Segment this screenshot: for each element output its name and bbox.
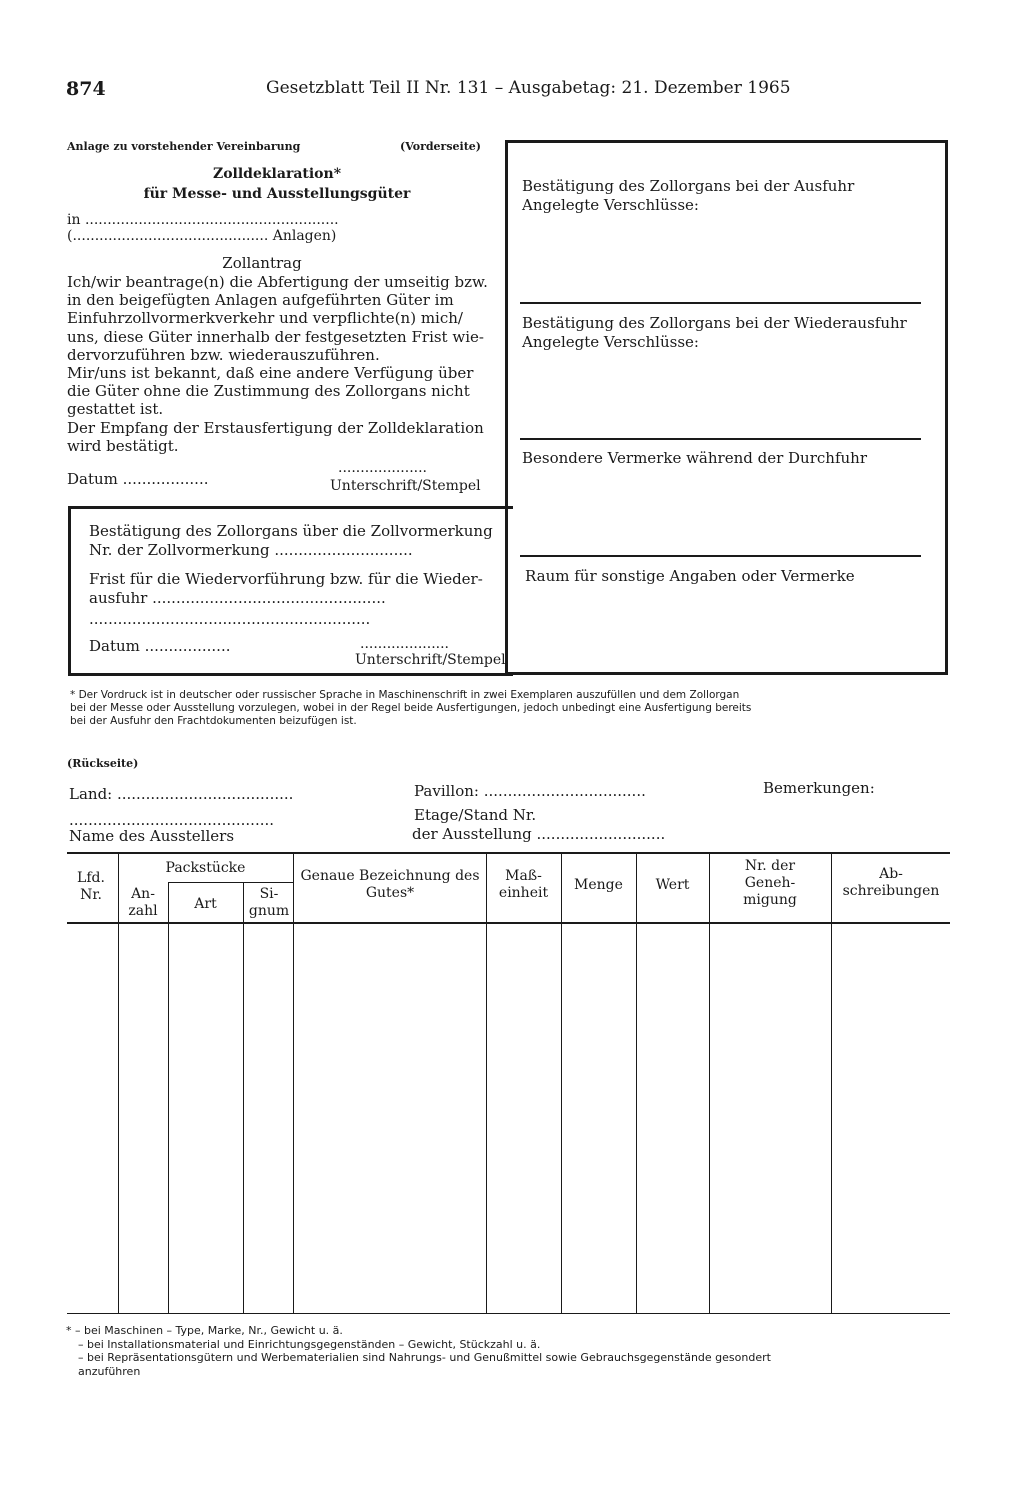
application-line: dervorzuführen bzw. wiederauszuführen.: [67, 345, 380, 364]
footnote-line: bei der Ausfuhr den Frachtdokumenten beizufügen ist.: [70, 715, 357, 727]
application-line: uns, diese Güter innerhalb der festgesetzten Frist wie-: [67, 327, 484, 346]
registration-confirm: Bestätigung des Zollorgans über die Zollvormerkung: [89, 522, 493, 540]
back-footnote: [66, 1324, 771, 1378]
column-divider: [293, 853, 294, 1313]
exhibitor-name-label: Name des Ausstellers: [69, 827, 235, 845]
footnote-line: anzuführen: [78, 1364, 141, 1378]
col-header-lfd: Lfd. Nr.: [77, 870, 105, 903]
deadline-line: Frist für die Wiedervorführung bzw. für die Wieder-: [89, 570, 483, 588]
signature-dots: ....................: [338, 460, 428, 476]
column-divider: [243, 882, 244, 1313]
table-top-rule: [67, 852, 950, 854]
date-field: Datum ..................: [89, 637, 231, 655]
remarks-label: Bemerkungen:: [763, 779, 875, 797]
column-divider: [636, 853, 637, 1313]
application-line: Ich/wir beantrage(n) die Abfertigung der umseitig bzw.: [67, 273, 488, 291]
other-notes-label: Raum für sonstige Angaben oder Vermerke: [525, 567, 855, 585]
signature-dots: ....................: [360, 636, 450, 652]
footnote-line: bei der Messe oder Ausstellung vorzulegen, wobei in der Regel beide Ausfertigungen, jedoch unbedingt eine Ausfertigung bereits: [70, 702, 752, 714]
column-divider: [561, 853, 562, 1313]
col-header-bezeichnung: Genaue Bezeichnung des Gutes*: [300, 868, 480, 901]
signature-label: Unterschrift/Stempel: [330, 478, 481, 494]
reexport-confirm-label: Bestätigung des Zollorgans bei der Wiederausfuhr: [522, 314, 907, 332]
col-header-signum: Si- gnum: [248, 886, 290, 919]
col-header-wert: Wert: [655, 877, 690, 893]
application-line: gestattet ist.: [67, 400, 164, 419]
back-side-label: (Rückseite): [67, 757, 139, 770]
col-header-anzahl: An- zahl: [128, 886, 158, 919]
exhibition-line: der Ausstellung ...........................: [412, 825, 666, 843]
application-line: Einfuhrzollvormerkverkehr und verpflichte(n) mich/: [67, 309, 463, 328]
col-header-abschreibungen: Ab- schreibungen: [842, 866, 940, 899]
in-line: in .........................................................: [67, 212, 339, 228]
divider: [520, 438, 921, 440]
table-header-rule: [67, 922, 950, 924]
form-title: Zolldeklaration*: [212, 166, 342, 182]
column-divider: [831, 853, 832, 1313]
gazette-header: Gesetzblatt Teil II Nr. 131 – Ausgabetag: 21. Dezember 1965: [266, 78, 791, 98]
column-divider: [168, 882, 169, 1313]
signature-label: Unterschrift/Stempel: [355, 652, 506, 668]
column-divider: [486, 853, 487, 1313]
land-field: Land: .....................................: [69, 785, 294, 803]
exhibitor-dots: ...........................................: [69, 811, 275, 829]
front-footnote: [70, 689, 751, 728]
dotted-line: ...........................................................: [89, 610, 371, 628]
export-seals-label: Angelegte Verschlüsse:: [522, 196, 699, 214]
registration-number: Nr. der Zollvormerkung .............................: [89, 541, 413, 559]
packstuecke-rule: [168, 882, 293, 883]
footnote-line: * Der Vordruck ist in deutscher oder russischer Sprache in Maschinenschrift in zwei Exemplaren auszufüllen und dem Zollorgan: [70, 689, 740, 701]
col-header-art: Art: [194, 896, 217, 912]
pavillon-field: Pavillon: ..................................: [414, 782, 646, 800]
application-line: Mir/uns ist bekannt, daß eine andere Verfügung über: [67, 364, 474, 383]
col-header-menge: Menge: [574, 877, 623, 893]
form-subtitle: für Messe- und Ausstellungsgüter: [143, 186, 411, 202]
divider: [520, 302, 921, 304]
footnote-line: – bei Installationsmaterial und Einrichtungsgegenständen – Gewicht, Stückzahl u. ä.: [78, 1337, 541, 1351]
annex-label: Anlage zu vorstehender Vereinbarung: [67, 140, 301, 153]
front-side-label: (Vorderseite): [400, 140, 482, 153]
column-divider: [118, 853, 119, 1313]
customs-confirmation-box: [505, 140, 948, 675]
column-divider: [709, 853, 710, 1313]
col-header-masseinheit: Maß- einheit: [498, 868, 549, 901]
application-line: Der Empfang der Erstausfertigung der Zolldeklaration: [67, 418, 484, 437]
col-header-packstuecke: Packstücke: [165, 860, 246, 876]
date-field: Datum ..................: [67, 470, 209, 488]
col-header-genehmigung: Nr. der Geneh- migung: [743, 858, 797, 908]
application-line: in den beigefügten Anlagen aufgeführten Güter im: [67, 291, 454, 310]
application-line: die Güter ohne die Zustimmung des Zollorgans nicht: [67, 382, 470, 401]
reexport-seals-label: Angelegte Verschlüsse:: [522, 333, 699, 351]
footnote-line: * – bei Maschinen – Type, Marke, Nr., Gewicht u. ä.: [66, 1324, 343, 1337]
table-bottom-rule: [67, 1313, 950, 1314]
attachments-line: (............................................ Anlagen): [67, 228, 337, 244]
application-heading: Zollantrag: [222, 254, 302, 272]
export-confirm-label: Bestätigung des Zollorgans bei der Ausfuhr: [522, 177, 855, 195]
application-text: [67, 273, 487, 455]
stand-line: Etage/Stand Nr.: [414, 806, 537, 824]
transit-notes-label: Besondere Vermerke während der Durchfuhr: [522, 449, 867, 467]
application-line: wird bestätigt.: [67, 436, 179, 455]
deadline-line: ausfuhr .................................................: [89, 589, 386, 607]
page-number: 874: [66, 78, 106, 100]
footnote-line: – bei Repräsentationsgütern und Werbematerialien sind Nahrungs- und Genußmittel sowie Gebrauchsgegenstände gesondert: [78, 1351, 771, 1364]
divider: [520, 555, 921, 557]
